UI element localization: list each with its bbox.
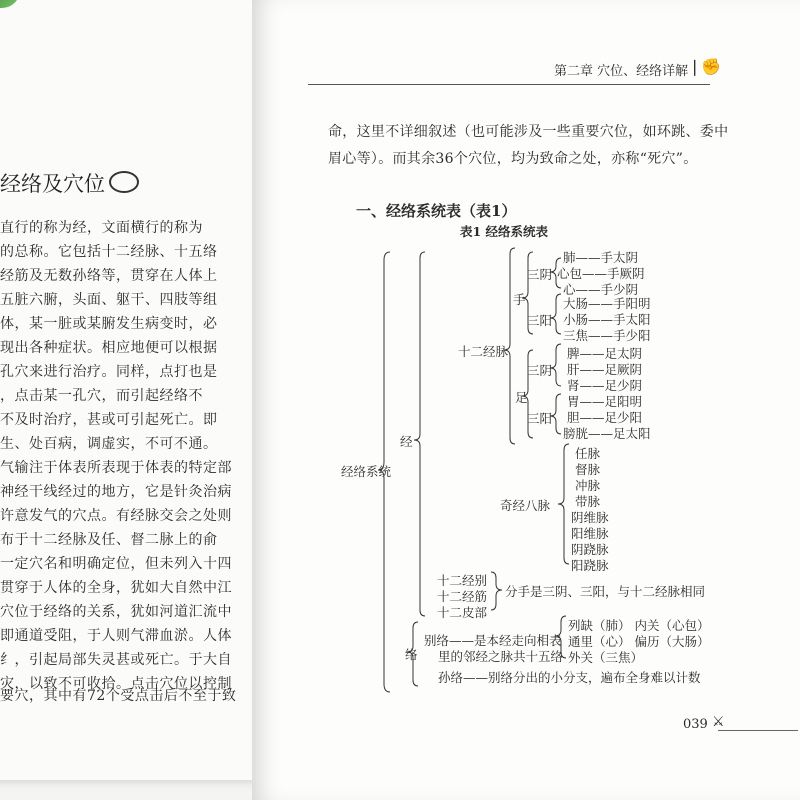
- foot-san-yang-label: 三阳: [527, 411, 553, 426]
- left-line: 一定穴名和明确定位，但未列入十四: [0, 556, 232, 572]
- bieluo-line-2: 里的邻经之脉共十五络: [438, 649, 564, 664]
- left-line: 布于十二经脉及任、督二脉上的俞: [0, 532, 218, 548]
- sunluo-line: 孙络——别络分出的小分支，遍布全身难以计数: [438, 670, 701, 685]
- root-label: 经络系统: [341, 464, 392, 479]
- left-line: 的总称。它包括十二经脉、十五络: [0, 244, 218, 260]
- extra-item: 阳维脉: [571, 526, 609, 541]
- extra-item: 阳跷脉: [571, 558, 609, 573]
- fifteen-luo-item: 通里（心） 偏历（大肠）: [568, 634, 710, 649]
- fifteen-luo-item: 外关（三焦）: [568, 650, 644, 665]
- left-line: 纟，引起局部失灵甚或死亡。于大自: [0, 652, 232, 668]
- jing-label: 经: [400, 434, 413, 449]
- divergent-item: 十二经别: [437, 573, 488, 588]
- kick-figure-icon: ⚔: [712, 714, 725, 730]
- left-line: 许意发气的穴点。有经脉交会之处则: [0, 508, 232, 524]
- left-line: 气输注于体表所表现于体表的特定部: [0, 460, 232, 476]
- meridian-item: 三焦——手少阳: [563, 328, 651, 343]
- left-line: 不及时治疗，甚或可引起死亡。即: [0, 412, 218, 428]
- foot-san-yin-label: 三阴: [527, 363, 553, 378]
- page-number: 039: [683, 717, 708, 732]
- divergent-note: 分手是三阴、三阳，与十二经脉相同: [505, 584, 706, 599]
- luo-label: 络: [405, 647, 418, 662]
- left-line: 体，某一脏或某腑发生病变时，必: [0, 316, 218, 332]
- left-line: 神经干线经过的地方，它是针灸治病: [0, 484, 232, 500]
- meridian-item: 胃——足阳明: [567, 394, 643, 409]
- fifteen-luo-item: 列缺（肺） 内关（心包）: [568, 618, 710, 633]
- extra-item: 任脉: [575, 446, 601, 461]
- twelve-meridians-label: 十二经脉: [458, 344, 509, 359]
- left-line: 直行的称为经，文面横行的称为: [0, 220, 203, 236]
- left-line: 孔穴来进行治疗。同样，点打也是: [0, 364, 218, 380]
- meridian-item: 脾——足太阴: [567, 346, 643, 361]
- meridian-item: 胆——足少阳: [567, 410, 643, 425]
- meridian-item: 肾——足少阴: [567, 378, 643, 393]
- left-line: 灾，以致不可收拾。点击穴位以控制: [0, 676, 232, 692]
- body-line: 命，这里不详细叙述（也可能涉及一些重要穴位，如环跳、委中: [328, 124, 729, 140]
- extra-meridians-label: 奇经八脉: [500, 498, 551, 513]
- foot-label: 足: [515, 390, 528, 405]
- meridian-item: 小肠——手太阳: [563, 312, 651, 327]
- left-line: 穴位于经络的关系，犹如河道汇流中: [0, 604, 232, 620]
- extra-item: 阴维脉: [571, 510, 609, 525]
- fist-icon: ❘✊: [688, 57, 722, 76]
- footer-rule: [718, 730, 798, 731]
- extra-item: 带脉: [575, 494, 601, 509]
- table-caption: 表1 经络系统表: [460, 224, 549, 239]
- meridian-item: 肺——手太阴: [563, 250, 639, 265]
- meridian-item: 膀胱——足太阳: [563, 426, 651, 441]
- left-line: 五脏六腑，头面、躯干、四肢等组: [0, 292, 218, 308]
- left-line: 生、处百病，调虚实，不可不通。: [0, 436, 218, 452]
- extra-item: 冲脉: [575, 478, 601, 493]
- extra-item: 阴跷脉: [571, 542, 609, 557]
- left-page-title: 经络及穴位: [0, 168, 139, 198]
- left-line: 贯穿于人体的全身，犹如大自然中江: [0, 580, 232, 596]
- left-line: 即通道受阻，于人则气滞血淤。人体: [0, 628, 232, 644]
- hand-san-yang-label: 三阳: [527, 313, 553, 328]
- bieluo-line-1: 别络——是本经走向相表: [424, 633, 562, 648]
- left-line: ，点击某一孔穴，而引起经络不: [0, 388, 203, 404]
- meridian-item: 大肠——手阳明: [563, 296, 651, 311]
- divergent-item: 十二经筋: [437, 589, 488, 604]
- left-line: 要穴，其中有72个受点击后不至于致: [0, 688, 237, 704]
- meridian-item: 肝——足厥阴: [567, 362, 643, 377]
- left-line: 经筋及无数孙络等，贯穿在人体上: [0, 268, 218, 284]
- hand-san-yin-label: 三阴: [527, 267, 553, 282]
- hand-label: 手: [513, 292, 526, 307]
- meridian-item: 心包——手厥阴: [557, 266, 645, 281]
- extra-item: 督脉: [575, 462, 601, 477]
- divergent-item: 十二皮部: [437, 605, 488, 620]
- body-line: 眉心等）。而其余36个穴位，均为致命之处，亦称“死穴”。: [328, 151, 698, 167]
- meridian-item: 心——手少阴: [563, 282, 639, 297]
- chapter-header: 第二章 穴位、经络详解: [554, 64, 689, 79]
- left-line: 现出各种症状。相应地便可以根据: [0, 340, 218, 356]
- section-title: 一、经络系统表（表1）: [356, 202, 517, 220]
